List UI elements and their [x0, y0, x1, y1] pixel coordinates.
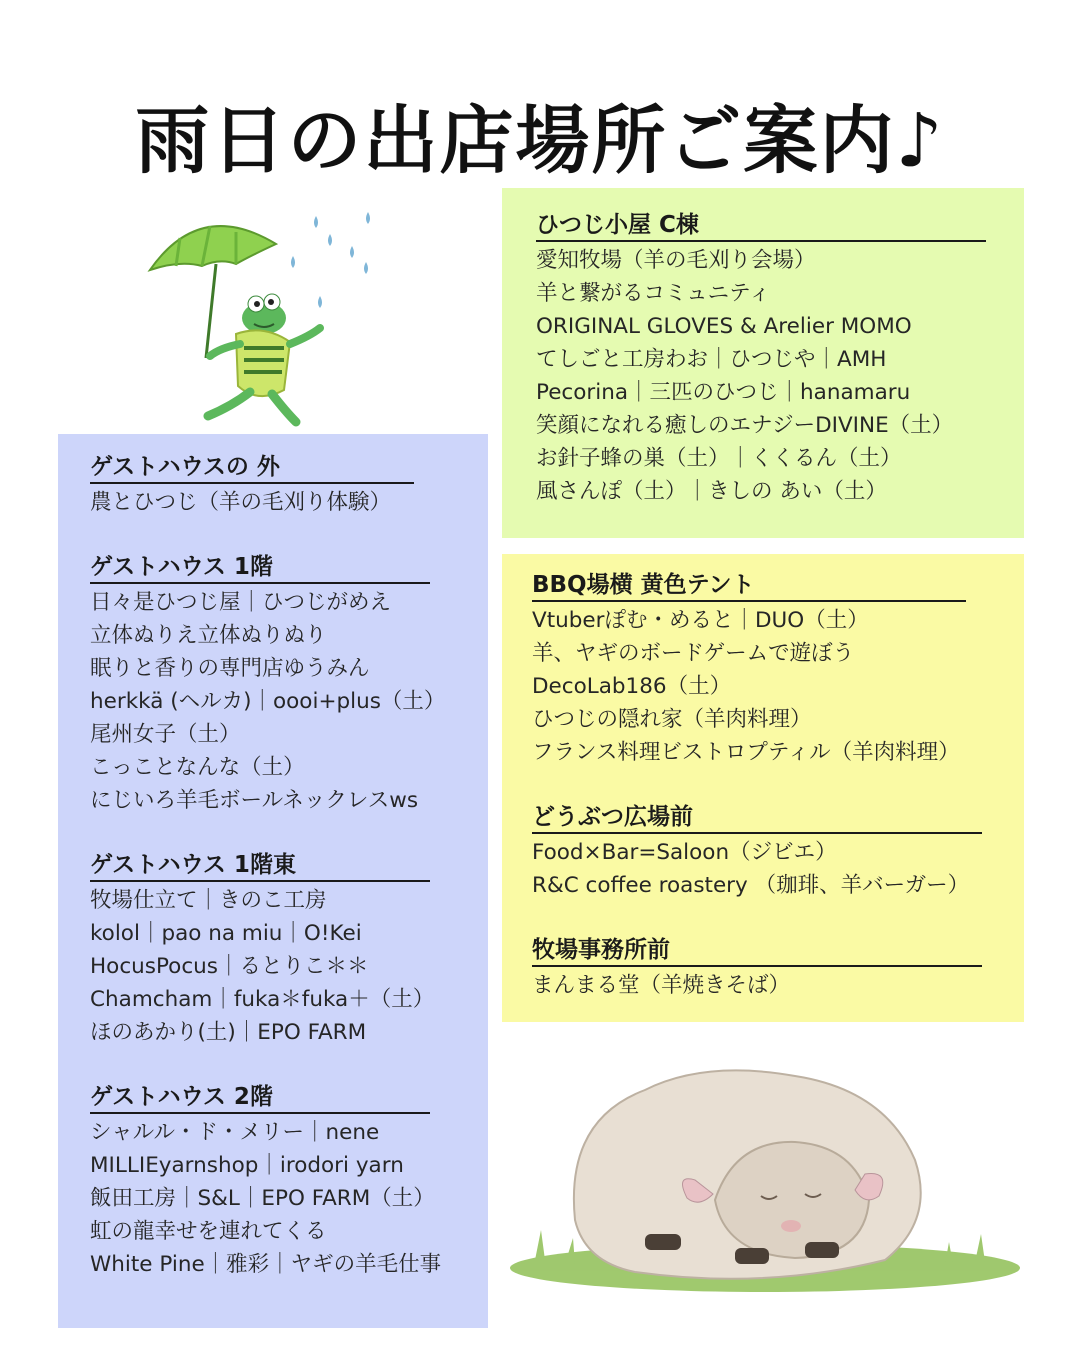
section-guesthouse-1f	[90, 552, 488, 817]
list-item: herkkä (ヘルカ)｜oooi+plus（土）	[90, 689, 446, 714]
list-item: DecoLab186（土）	[532, 674, 732, 699]
list-item: ひつじの隠れ家（羊肉料理）	[532, 707, 812, 732]
list-item: 牧場仕立て｜きのこ工房	[90, 888, 327, 913]
list-item: HocusPocus｜るとりこ＊＊	[90, 954, 369, 979]
list-item: ほのあかり(土)｜EPO FARM	[90, 1020, 367, 1045]
sheep-icon	[574, 1070, 921, 1278]
list-item: 羊と繋がるコミュニティ	[536, 281, 771, 306]
bbq-area-panel	[502, 554, 1024, 1022]
list-item: White Pine｜雅彩｜ヤギの羊毛仕事	[90, 1252, 442, 1277]
section-heading: ゲストハウス 1階東	[90, 850, 430, 882]
list-item: 尾州女子（土）	[90, 722, 241, 747]
frog-icon	[208, 294, 320, 422]
section-heading: BBQ場横 黄色テント	[532, 570, 966, 602]
section-heading: どうぶつ広場前	[532, 802, 982, 834]
section-heading: ひつじ小屋 C棟	[536, 210, 986, 242]
list-item: まんまる堂（羊焼きそば）	[532, 973, 791, 998]
list-item: 虹の龍幸せを連れてくる	[90, 1219, 327, 1244]
raindrop-icon	[291, 212, 370, 308]
section-guesthouse-2f	[90, 1082, 488, 1281]
list-item: フランス料理ビストロプティル（羊肉料理）	[532, 740, 960, 765]
list-item: Vtuberぽむ・めると｜DUO（土）	[532, 608, 869, 633]
section-heading: 牧場事務所前	[532, 935, 982, 967]
list-item: お針子蜂の巣（土）｜くくるん（土）	[536, 446, 902, 471]
list-item: Pecorina｜三匹のひつじ｜hanamaru	[536, 380, 911, 405]
section-guesthouse-outside	[90, 452, 488, 519]
list-item: 農とひつじ（羊の毛刈り体験）	[90, 490, 392, 515]
section-ranch-office	[532, 935, 1024, 1002]
list-item: 羊、ヤギのボードゲームで遊ぼう	[532, 641, 855, 666]
list-item: kolol｜pao na miu｜O!Kei	[90, 921, 362, 946]
section-heading: ゲストハウス 1階	[90, 552, 430, 584]
list-item: こっことなんな（土）	[90, 755, 305, 780]
list-item: 飯田工房｜S&L｜EPO FARM（土）	[90, 1186, 435, 1211]
list-item: ORIGINAL GLOVES & Arelier MOMO	[536, 314, 912, 339]
section-heading: ゲストハウス 2階	[90, 1082, 430, 1114]
section-guesthouse-1f-east	[90, 850, 488, 1049]
list-item: R&C coffee roastery （珈琲、羊バーガー）	[532, 873, 970, 898]
page-title: 雨日の出店場所ご案内♪	[135, 98, 945, 184]
sleeping-sheep-illustration	[505, 1050, 1025, 1300]
list-item: MILLIEyarnshop｜irodori yarn	[90, 1153, 404, 1178]
list-item: 風さんぽ（土）｜きしの あい（土）	[536, 479, 887, 504]
list-item: 立体ぬりえ立体ぬりぬり	[90, 623, 327, 648]
sheep-barn-panel	[502, 188, 1024, 538]
list-item: 日々是ひつじ屋｜ひつじがめえ	[90, 590, 392, 615]
list-item: 笑顔になれる癒しのエナジーDIVINE（土）	[536, 413, 954, 438]
frog-umbrella-illustration	[140, 208, 380, 438]
list-item: シャルル・ド・メリー｜nene	[90, 1120, 380, 1145]
list-item: Food×Bar=Saloon（ジビエ）	[532, 840, 837, 865]
section-bbq-tent	[532, 570, 1024, 769]
list-item: てしごと工房わお｜ひつじや｜AMH	[536, 347, 887, 372]
list-item: 眠りと香りの専門店ゆうみん	[90, 656, 370, 681]
section-heading: ゲストハウスの 外	[90, 452, 414, 484]
section-animal-square	[532, 802, 1024, 902]
list-item: にじいろ羊毛ボールネックレスws	[90, 788, 419, 813]
list-item: Chamcham｜fuka＊fuka＋（土）	[90, 987, 435, 1012]
guesthouse-panel	[58, 434, 488, 1328]
list-item: 愛知牧場（羊の毛刈り会場）	[536, 248, 816, 273]
